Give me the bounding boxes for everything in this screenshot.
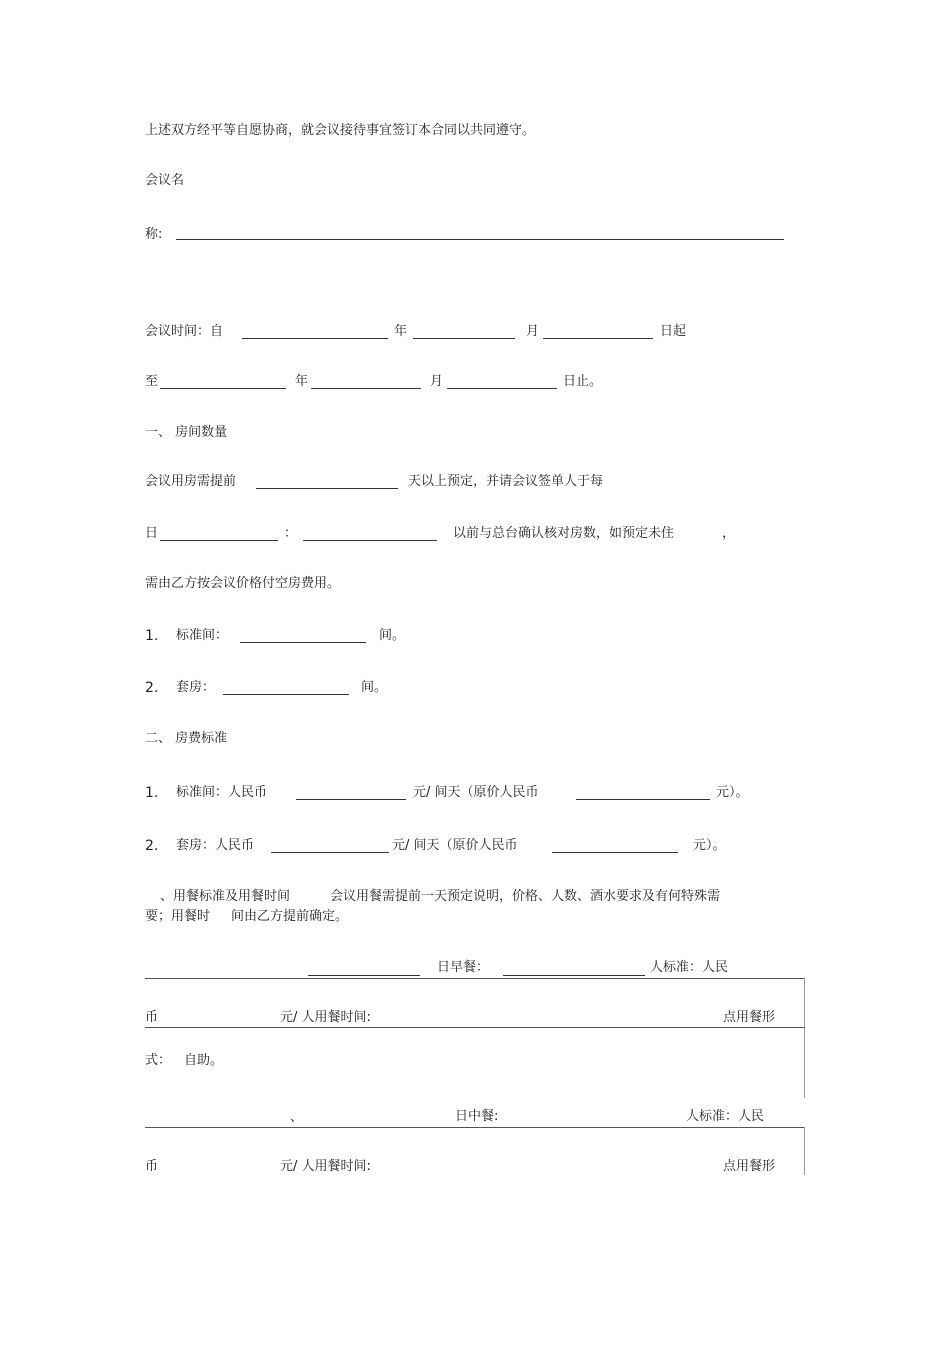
suite-rate-label: 套房：人民币 bbox=[176, 838, 255, 853]
section1-heading: 一、 房间数量 bbox=[145, 425, 228, 440]
end-month-label: 月 bbox=[430, 374, 444, 389]
confirm-hour-blank[interactable] bbox=[160, 540, 278, 541]
end-day-blank[interactable] bbox=[447, 388, 557, 389]
start-year-blank[interactable] bbox=[242, 338, 388, 339]
room-item1-number: 1. bbox=[145, 628, 159, 644]
end-year-label: 年 bbox=[295, 374, 309, 389]
end-month-blank[interactable] bbox=[311, 388, 421, 389]
suite-rate-end: 元）。 bbox=[693, 838, 726, 853]
standard-original-rate-blank[interactable] bbox=[576, 799, 710, 800]
lunch-table-right-border bbox=[804, 1127, 805, 1175]
lunch-day-label: 日中餐: bbox=[455, 1109, 499, 1124]
month-label: 月 bbox=[526, 324, 540, 339]
suite-rate-mid: 元/ 间天（原价人民币 bbox=[392, 838, 518, 853]
standard-rate-mid: 元/ 间天（原价人民币 bbox=[413, 785, 539, 800]
lunch-place-label: 点用餐形 bbox=[723, 1159, 776, 1174]
meeting-name-label: 会议名 bbox=[145, 173, 185, 188]
breakfast-day-label: 日早餐： bbox=[437, 960, 490, 975]
meeting-name-label-cont: 称: bbox=[145, 227, 163, 242]
breakfast-form-value: 自助。 bbox=[184, 1053, 224, 1068]
suite-count-blank[interactable] bbox=[223, 694, 349, 695]
breakfast-form-label: 式： bbox=[145, 1053, 172, 1068]
section3-intro-cont-b: 间由乙方提前确定。 bbox=[231, 909, 349, 924]
lunch-currency: 币 bbox=[145, 1159, 159, 1174]
time-colon: ： bbox=[284, 526, 298, 541]
vacancy-fee-text: 需由乙方按会议价格付空房费用。 bbox=[145, 576, 341, 591]
breakfast-people-blank[interactable] bbox=[503, 975, 645, 976]
end-day-label: 日止。 bbox=[563, 374, 603, 389]
breakfast-table-right-border bbox=[804, 978, 805, 1098]
advance-booking-text: 天以上预定，并请会议签单人于每 bbox=[408, 474, 604, 489]
breakfast-date-blank[interactable] bbox=[308, 975, 420, 976]
year-label: 年 bbox=[394, 324, 408, 339]
confirm-minute-blank[interactable] bbox=[303, 540, 437, 541]
rate-item1-number: 1. bbox=[145, 785, 159, 801]
standard-rate-label: 标准间：人民币 bbox=[176, 785, 268, 800]
section3-intro: 会议用餐需提前一天预定说明，价格、人数、酒水要求及有何特殊需 bbox=[330, 889, 721, 904]
breakfast-table-line-2 bbox=[145, 1027, 805, 1028]
breakfast-standard-label: 人标准：人民 bbox=[650, 960, 729, 975]
end-year-blank[interactable] bbox=[160, 388, 286, 389]
standard-room-count-blank[interactable] bbox=[240, 642, 366, 643]
section3-heading: 、用餐标准及用餐时间 bbox=[160, 889, 291, 904]
lunch-standard-label: 人标准：人民 bbox=[686, 1109, 765, 1124]
start-day-label: 日起 bbox=[660, 324, 687, 339]
breakfast-unit-time: 元/ 人用餐时间: bbox=[280, 1010, 371, 1025]
standard-rate-blank[interactable] bbox=[296, 799, 406, 800]
confirm-comma: ， bbox=[722, 526, 736, 541]
to-label: 至 bbox=[145, 374, 159, 389]
suite-label: 套房： bbox=[176, 680, 216, 695]
standard-room-label: 标准间： bbox=[176, 628, 229, 643]
breakfast-place-label: 点用餐形 bbox=[723, 1010, 776, 1025]
advance-booking-label: 会议用房需提前 bbox=[145, 474, 237, 489]
section3-intro-cont-a: 要；用餐时 bbox=[145, 909, 211, 924]
breakfast-table-line-1 bbox=[145, 978, 805, 979]
standard-room-unit: 间。 bbox=[379, 628, 406, 643]
meeting-time-label: 会议时间：自 bbox=[145, 324, 224, 339]
standard-rate-end: 元）。 bbox=[716, 785, 749, 800]
section2-heading: 二、 房费标准 bbox=[145, 731, 228, 746]
suite-unit: 间。 bbox=[361, 680, 388, 695]
rate-item2-number: 2. bbox=[145, 838, 159, 854]
lunch-separator: 、 bbox=[290, 1110, 304, 1125]
suite-rate-blank[interactable] bbox=[271, 852, 389, 853]
breakfast-currency: 币 bbox=[145, 1010, 159, 1025]
suite-original-rate-blank[interactable] bbox=[552, 852, 678, 853]
lunch-table-line-1 bbox=[145, 1127, 805, 1128]
daily-label: 日 bbox=[145, 526, 159, 541]
intro-text: 上述双方经平等自愿协商，就会议接待事宜签订本合同以共同遵守。 bbox=[145, 123, 536, 138]
advance-days-blank[interactable] bbox=[256, 488, 398, 489]
start-month-blank[interactable] bbox=[413, 338, 515, 339]
confirm-text: 以前与总台确认核对房数，如预定未住 bbox=[453, 526, 675, 541]
start-day-blank[interactable] bbox=[543, 338, 653, 339]
meeting-name-blank[interactable] bbox=[176, 239, 784, 240]
room-item2-number: 2. bbox=[145, 680, 159, 696]
lunch-unit-time: 元/ 人用餐时间: bbox=[280, 1159, 371, 1174]
